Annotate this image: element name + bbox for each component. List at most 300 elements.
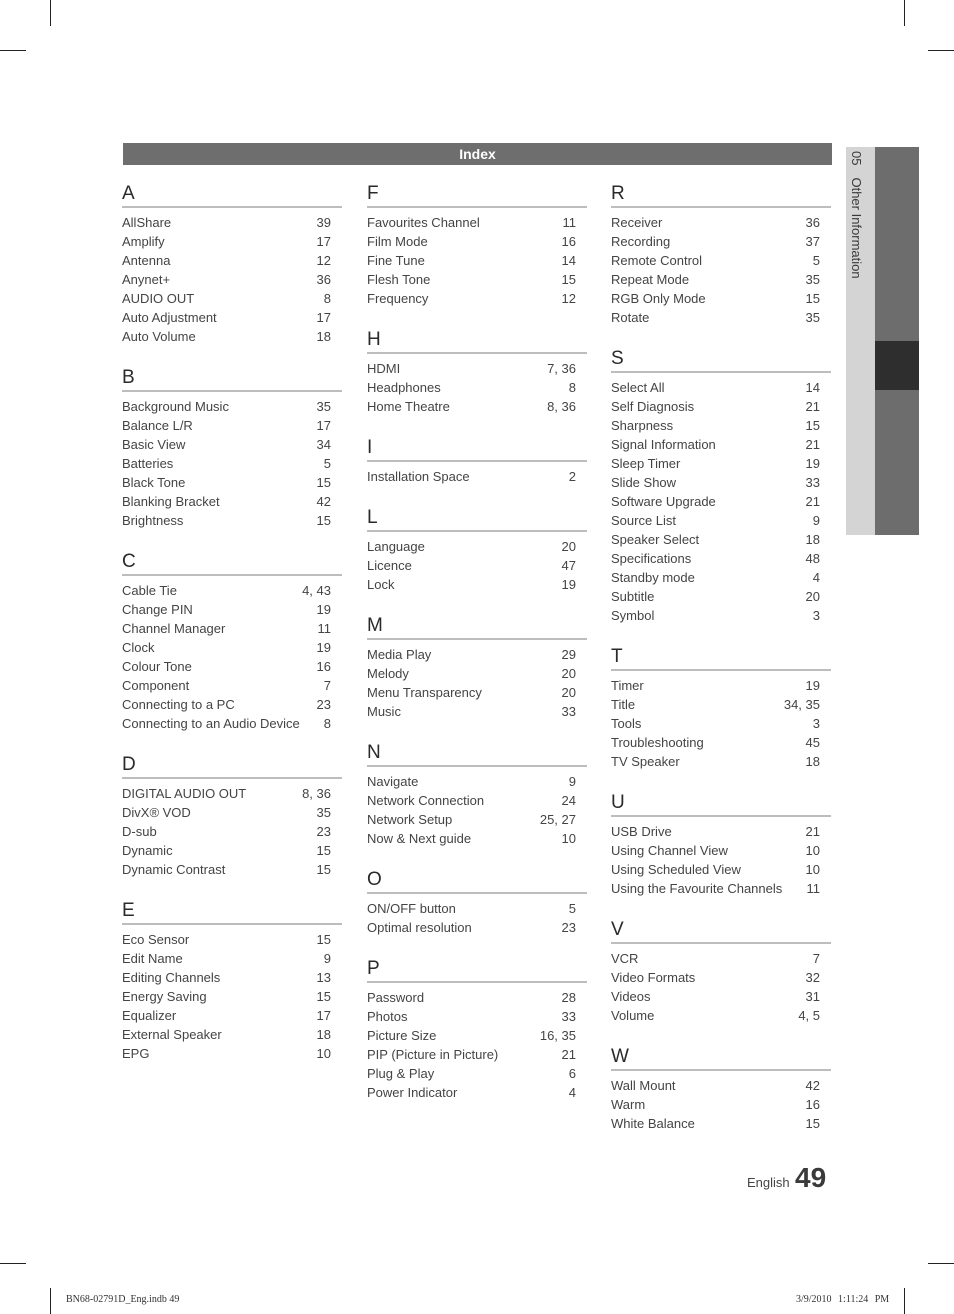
print-file-info: BN68-02791D_Eng.indb 49 <box>66 1294 180 1305</box>
index-entry <box>611 949 831 968</box>
entry-page: 19 <box>805 456 820 471</box>
entry-page: 15 <box>805 291 820 306</box>
index-entry <box>611 251 831 270</box>
entry-term: Background Music <box>122 399 229 414</box>
entry-page: 21 <box>805 824 820 839</box>
entry-term: Photos <box>367 1009 408 1024</box>
entry-term: Network Connection <box>367 793 485 808</box>
index-entry <box>611 1076 831 1095</box>
chapter-number: 05 <box>849 151 864 166</box>
index-section <box>122 899 342 1063</box>
index-title-bar: Index <box>123 143 832 165</box>
entry-term: Optimal resolution <box>367 920 472 935</box>
entry-term: Using the Favourite Channels <box>611 881 783 896</box>
index-entry <box>122 600 342 619</box>
entry-term: VCR <box>611 951 639 966</box>
entry-term: Select All <box>611 380 665 395</box>
entry-term: RGB Only Mode <box>611 291 706 306</box>
index-entry <box>122 213 342 232</box>
section-letter: D <box>122 753 342 779</box>
page-language: English <box>747 1175 790 1190</box>
entry-page: 20 <box>805 589 820 604</box>
entry-page: 8 <box>323 716 331 731</box>
index-entry <box>611 860 831 879</box>
index-entry <box>122 435 342 454</box>
index-entry <box>611 568 831 587</box>
crop-mark <box>928 1263 954 1264</box>
index-section <box>122 753 342 879</box>
entry-page: 16, 35 <box>539 1028 576 1043</box>
entry-term: Connecting to a PC <box>122 697 235 712</box>
index-section <box>122 366 342 530</box>
index-section <box>611 182 831 327</box>
entry-page: 15 <box>805 418 820 433</box>
index-entry <box>611 213 831 232</box>
index-entry <box>611 397 831 416</box>
entry-page: 24 <box>561 793 576 808</box>
entry-page: 21 <box>805 494 820 509</box>
index-section <box>367 182 587 308</box>
entry-page: 5 <box>323 456 331 471</box>
index-entry <box>367 289 587 308</box>
index-entry <box>611 308 831 327</box>
entry-term: Recording <box>611 234 671 249</box>
index-entry <box>367 378 587 397</box>
crop-mark <box>0 1263 26 1264</box>
entry-page: 20 <box>561 685 576 700</box>
entry-term: Film Mode <box>367 234 428 249</box>
index-entry <box>611 416 831 435</box>
section-letter: O <box>367 868 587 894</box>
entry-term: Remote Control <box>611 253 703 268</box>
entry-page: 5 <box>812 253 820 268</box>
entry-page: 17 <box>316 234 331 249</box>
entry-term: Amplify <box>122 234 165 249</box>
chapter-title: Other Information <box>849 177 864 279</box>
entry-term: AllShare <box>122 215 172 230</box>
index-section <box>611 645 831 771</box>
entry-term: Troubleshooting <box>611 735 704 750</box>
index-entry <box>122 784 342 803</box>
entry-term: Flesh Tone <box>367 272 431 287</box>
entry-term: Now & Next guide <box>367 831 472 846</box>
entry-term: Eco Sensor <box>122 932 190 947</box>
entry-page: 9 <box>812 513 820 528</box>
entry-term: Equalizer <box>122 1008 177 1023</box>
entry-page: 16 <box>561 234 576 249</box>
entry-term: Component <box>122 678 190 693</box>
entry-page: 15 <box>316 989 331 1004</box>
index-entry <box>611 454 831 473</box>
entry-page: 15 <box>316 862 331 877</box>
index-entry <box>367 1045 587 1064</box>
entry-term: Software Upgrade <box>611 494 716 509</box>
index-entry <box>122 473 342 492</box>
entry-term: Brightness <box>122 513 184 528</box>
crop-mark <box>50 0 51 26</box>
index-entry <box>611 606 831 625</box>
index-entry <box>367 556 587 575</box>
entry-term: Basic View <box>122 437 186 452</box>
entry-term: Headphones <box>367 380 441 395</box>
entry-page: 33 <box>805 475 820 490</box>
entry-page: 4 <box>812 570 820 585</box>
entry-page: 11 <box>806 881 820 896</box>
entry-term: Picture Size <box>367 1028 437 1043</box>
entry-page: 23 <box>316 697 331 712</box>
index-entry <box>611 968 831 987</box>
entry-term: Lock <box>367 577 395 592</box>
entry-page: 9 <box>323 951 331 966</box>
entry-page: 15 <box>316 932 331 947</box>
entry-term: Installation Space <box>367 469 470 484</box>
entry-term: Sharpness <box>611 418 674 433</box>
entry-page: 4, 43 <box>302 583 331 598</box>
entry-page: 31 <box>805 989 820 1004</box>
entry-term: Using Channel View <box>611 843 728 858</box>
index-entry <box>122 454 342 473</box>
index-entry <box>367 1083 587 1102</box>
entry-page: 36 <box>805 215 820 230</box>
index-entry <box>611 289 831 308</box>
index-entry <box>122 695 342 714</box>
page-number: 49 <box>795 1162 827 1193</box>
index-section <box>122 550 342 733</box>
entry-term: Music <box>367 704 401 719</box>
index-entry <box>611 511 831 530</box>
entry-page: 35 <box>805 310 820 325</box>
section-letter: T <box>611 645 831 671</box>
section-letter: V <box>611 918 831 944</box>
index-entry <box>122 232 342 251</box>
index-entry <box>611 1006 831 1025</box>
entry-term: Cable Tie <box>122 583 177 598</box>
section-letter: S <box>611 347 831 373</box>
entry-page: 17 <box>316 310 331 325</box>
entry-page: 21 <box>805 437 820 452</box>
entry-term: Dynamic <box>122 843 173 858</box>
entry-page: 42 <box>316 494 331 509</box>
index-entry <box>122 416 342 435</box>
entry-term: DIGITAL AUDIO OUT <box>122 786 247 801</box>
index-entry <box>611 752 831 771</box>
section-letter: L <box>367 506 587 532</box>
entry-term: Licence <box>367 558 412 573</box>
index-entry <box>367 664 587 683</box>
index-entry <box>611 1095 831 1114</box>
index-entry <box>122 397 342 416</box>
section-letter: C <box>122 550 342 576</box>
entry-term: Volume <box>611 1008 655 1023</box>
entry-term: Auto Adjustment <box>122 310 217 325</box>
entry-term: Self Diagnosis <box>611 399 695 414</box>
index-entry <box>611 435 831 454</box>
index-entry <box>122 657 342 676</box>
index-entry <box>611 232 831 251</box>
entry-term: Favourites Channel <box>367 215 480 230</box>
print-date-info: 3/9/2010 1:11:24 PM <box>796 1294 890 1305</box>
entry-term: Sleep Timer <box>611 456 681 471</box>
side-tab-label <box>849 151 864 279</box>
index-entry <box>611 714 831 733</box>
section-letter: B <box>122 366 342 392</box>
section-letter: P <box>367 957 587 983</box>
index-section <box>611 918 831 1025</box>
index-entry <box>122 308 342 327</box>
index-entry <box>122 327 342 346</box>
entry-term: External Speaker <box>122 1027 222 1042</box>
entry-term: D-sub <box>122 824 157 839</box>
index-entry <box>122 270 342 289</box>
crop-mark <box>904 0 905 26</box>
entry-page: 35 <box>805 272 820 287</box>
index-entry <box>367 213 587 232</box>
index-entry <box>367 988 587 1007</box>
entry-page: 3 <box>812 608 820 623</box>
entry-page: 17 <box>316 418 331 433</box>
entry-page: 37 <box>805 234 820 249</box>
index-entry <box>122 511 342 530</box>
entry-term: Language <box>367 539 425 554</box>
index-entry <box>367 537 587 556</box>
entry-term: Standby mode <box>611 570 695 585</box>
index-section <box>367 506 587 594</box>
entry-page: 10 <box>805 862 820 877</box>
section-letter: W <box>611 1045 831 1071</box>
entry-term: Timer <box>611 678 644 693</box>
index-entry <box>367 645 587 664</box>
side-tab-marker <box>875 341 919 390</box>
index-section <box>611 347 831 625</box>
entry-term: Warm <box>611 1097 646 1112</box>
entry-page: 36 <box>316 272 331 287</box>
entry-term: White Balance <box>611 1116 695 1131</box>
section-letter: A <box>122 182 342 208</box>
index-entry <box>122 841 342 860</box>
index-entry <box>367 359 587 378</box>
entry-term: Colour Tone <box>122 659 192 674</box>
index-entry <box>367 918 587 937</box>
section-letter: I <box>367 436 587 462</box>
entry-page: 5 <box>568 901 576 916</box>
entry-page: 15 <box>316 843 331 858</box>
index-entry <box>122 803 342 822</box>
index-section <box>611 791 831 898</box>
index-entry <box>367 810 587 829</box>
entry-term: AUDIO OUT <box>122 291 195 306</box>
entry-term: Speaker Select <box>611 532 700 547</box>
entry-page: 15 <box>316 475 331 490</box>
entry-page: 8 <box>323 291 331 306</box>
entry-page: 10 <box>805 843 820 858</box>
entry-page: 42 <box>805 1078 820 1093</box>
index-entry <box>122 860 342 879</box>
index-entry <box>367 575 587 594</box>
entry-term: Menu Transparency <box>367 685 482 700</box>
index-section <box>367 436 587 486</box>
index-entry <box>367 467 587 486</box>
entry-term: Balance L/R <box>122 418 193 433</box>
index-entry <box>122 968 342 987</box>
index-entry <box>611 841 831 860</box>
index-entry <box>367 702 587 721</box>
index-column-2 <box>367 182 587 1122</box>
entry-page: 12 <box>561 291 576 306</box>
entry-term: Edit Name <box>122 951 183 966</box>
entry-term: Source List <box>611 513 677 528</box>
entry-term: Editing Channels <box>122 970 221 985</box>
entry-term: Frequency <box>367 291 429 306</box>
entry-term: Symbol <box>611 608 655 623</box>
entry-page: 8, 36 <box>302 786 331 801</box>
index-entry <box>611 676 831 695</box>
entry-page: 34 <box>316 437 331 452</box>
entry-term: Home Theatre <box>367 399 450 414</box>
index-entry <box>122 1044 342 1063</box>
section-letter: M <box>367 614 587 640</box>
entry-page: 21 <box>805 399 820 414</box>
entry-page: 34, 35 <box>783 697 820 712</box>
entry-page: 14 <box>805 380 820 395</box>
entry-term: Tools <box>611 716 642 731</box>
entry-page: 7 <box>323 678 331 693</box>
entry-term: Password <box>367 990 425 1005</box>
index-entry <box>611 378 831 397</box>
entry-page: 8 <box>568 380 576 395</box>
entry-term: Channel Manager <box>122 621 226 636</box>
entry-page: 11 <box>562 215 576 230</box>
index-entry <box>122 638 342 657</box>
entry-term: Melody <box>367 666 409 681</box>
index-entry <box>122 822 342 841</box>
entry-term: ON/OFF button <box>367 901 456 916</box>
entry-page: 23 <box>561 920 576 935</box>
entry-page: 15 <box>316 513 331 528</box>
index-entry <box>611 822 831 841</box>
entry-page: 7 <box>812 951 820 966</box>
entry-page: 14 <box>561 253 576 268</box>
index-entry <box>122 949 342 968</box>
entry-page: 4 <box>568 1085 576 1100</box>
index-entry <box>367 397 587 416</box>
entry-term: Power Indicator <box>367 1085 458 1100</box>
index-entry <box>367 829 587 848</box>
index-entry <box>611 733 831 752</box>
section-letter: E <box>122 899 342 925</box>
entry-page: 18 <box>316 329 331 344</box>
entry-page: 15 <box>561 272 576 287</box>
entry-page: 6 <box>568 1066 576 1081</box>
entry-term: Videos <box>611 989 651 1004</box>
entry-term: Network Setup <box>367 812 453 827</box>
entry-term: Media Play <box>367 647 432 662</box>
entry-page: 18 <box>316 1027 331 1042</box>
entry-page: 32 <box>805 970 820 985</box>
section-letter: N <box>367 741 587 767</box>
crop-mark <box>0 50 26 51</box>
index-entry <box>367 899 587 918</box>
entry-page: 35 <box>316 399 331 414</box>
entry-term: Energy Saving <box>122 989 207 1004</box>
entry-page: 23 <box>316 824 331 839</box>
entry-page: 48 <box>805 551 820 566</box>
entry-page: 45 <box>805 735 820 750</box>
index-entry <box>367 1026 587 1045</box>
entry-term: Blanking Bracket <box>122 494 220 509</box>
entry-term: USB Drive <box>611 824 672 839</box>
entry-page: 39 <box>316 215 331 230</box>
index-entry <box>367 1064 587 1083</box>
section-letter: F <box>367 182 587 208</box>
entry-page: 4, 5 <box>798 1008 820 1023</box>
entry-page: 19 <box>316 602 331 617</box>
entry-page: 17 <box>316 1008 331 1023</box>
entry-term: Change PIN <box>122 602 193 617</box>
index-entry <box>122 619 342 638</box>
entry-page: 19 <box>805 678 820 693</box>
index-entry <box>367 1007 587 1026</box>
index-column-1 <box>122 182 342 1083</box>
index-section <box>367 741 587 848</box>
entry-term: Video Formats <box>611 970 696 985</box>
index-column-3 <box>611 182 831 1153</box>
section-letter: U <box>611 791 831 817</box>
entry-term: Fine Tune <box>367 253 425 268</box>
entry-page: 3 <box>812 716 820 731</box>
entry-term: Dynamic Contrast <box>122 862 226 877</box>
entry-page: 15 <box>805 1116 820 1131</box>
index-entry <box>611 587 831 606</box>
entry-page: 13 <box>316 970 331 985</box>
index-entry <box>611 473 831 492</box>
entry-page: 20 <box>561 539 576 554</box>
entry-term: Slide Show <box>611 475 677 490</box>
entry-page: 35 <box>316 805 331 820</box>
index-entry <box>611 1114 831 1133</box>
crop-mark <box>904 1288 905 1314</box>
entry-page: 29 <box>561 647 576 662</box>
entry-term: EPG <box>122 1046 150 1061</box>
entry-term: Antenna <box>122 253 171 268</box>
index-entry <box>122 251 342 270</box>
index-entry <box>611 695 831 714</box>
entry-term: PIP (Picture in Picture) <box>367 1047 499 1062</box>
index-entry <box>611 879 831 898</box>
entry-term: Specifications <box>611 551 692 566</box>
index-entry <box>367 791 587 810</box>
index-section <box>367 957 587 1102</box>
index-entry <box>611 270 831 289</box>
index-entry <box>367 772 587 791</box>
entry-term: Connecting to an Audio Device <box>122 716 300 731</box>
index-section <box>367 328 587 416</box>
index-entry <box>122 492 342 511</box>
entry-term: HDMI <box>367 361 401 376</box>
entry-term: Anynet+ <box>122 272 171 287</box>
entry-page: 2 <box>568 469 576 484</box>
entry-page: 10 <box>316 1046 331 1061</box>
crop-mark <box>928 50 954 51</box>
index-section <box>611 1045 831 1133</box>
entry-page: 25, 27 <box>539 812 576 827</box>
entry-page: 16 <box>805 1097 820 1112</box>
index-entry <box>122 1006 342 1025</box>
entry-page: 18 <box>805 754 820 769</box>
index-entry <box>611 549 831 568</box>
entry-term: Auto Volume <box>122 329 196 344</box>
entry-page: 7, 36 <box>547 361 576 376</box>
entry-term: Title <box>611 697 636 712</box>
